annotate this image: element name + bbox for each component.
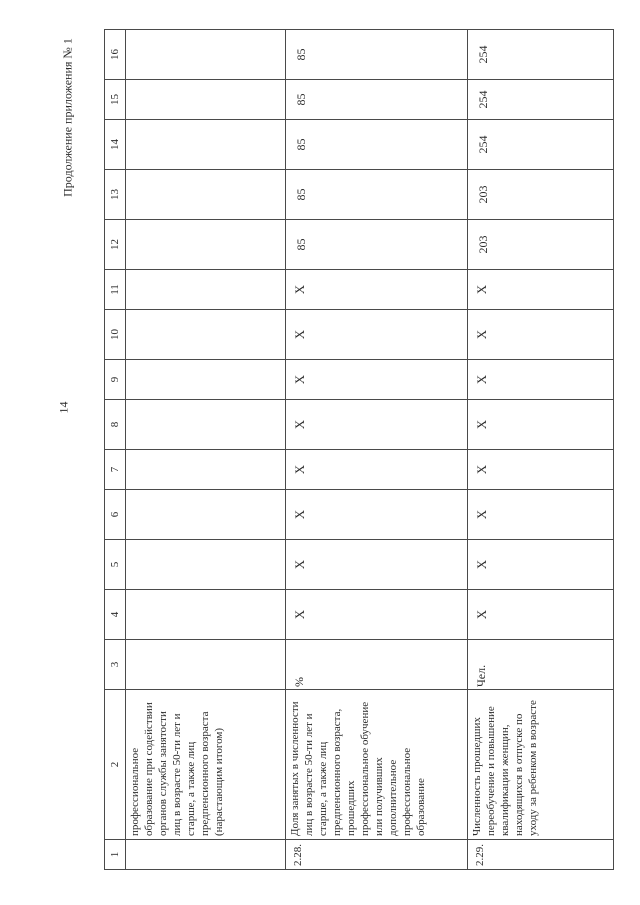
page-number: 14: [56, 401, 71, 414]
value-cell: 85: [286, 30, 468, 80]
col-header-10: 10: [105, 310, 126, 360]
col-header-1: 1: [105, 840, 126, 870]
col-header-6: 6: [105, 490, 126, 540]
mark-cell: [126, 270, 286, 310]
mark-cell: X: [468, 270, 614, 310]
value-cell: [126, 170, 286, 220]
col-header-2: 2: [105, 690, 126, 840]
unit-cell: %: [286, 640, 468, 690]
col-header-15: 15: [105, 80, 126, 120]
indicator-name: Численность прошедших переобучение и повышение квалификации женщин, находящихся в отпуске по уходу за ребенком в возрасте: [468, 690, 614, 840]
value-cell: 254: [468, 80, 614, 120]
col-header-9: 9: [105, 360, 126, 400]
value-cell: [126, 120, 286, 170]
mark-cell: [126, 540, 286, 590]
appendix-continuation-note: Продолжение приложения № 1: [60, 38, 75, 197]
mark-cell: X: [468, 490, 614, 540]
mark-cell: X: [286, 270, 468, 310]
value-cell: 85: [286, 120, 468, 170]
unit-cell: Чел.: [468, 640, 614, 690]
mark-cell: X: [468, 360, 614, 400]
mark-cell: X: [468, 590, 614, 640]
value-cell: [126, 220, 286, 270]
row-number: [126, 840, 286, 870]
row-number: 2.29.: [468, 840, 614, 870]
col-header-13: 13: [105, 170, 126, 220]
value-cell: [126, 30, 286, 80]
unit-cell: [126, 640, 286, 690]
value-cell: 85: [286, 80, 468, 120]
mark-cell: X: [286, 310, 468, 360]
col-header-11: 11: [105, 270, 126, 310]
rotated-table-container: [104, 40, 612, 870]
mark-cell: X: [286, 360, 468, 400]
indicator-name: профессиональное образование при содействии органов службы занятости лиц в возрасте 50-ти лет и старше, а также лиц предпенсионного возраста (нарастающим итогом): [126, 690, 286, 840]
mark-cell: X: [286, 400, 468, 450]
mark-cell: [126, 360, 286, 400]
value-cell: [126, 80, 286, 120]
col-header-12: 12: [105, 220, 126, 270]
mark-cell: [126, 310, 286, 360]
row-number: 2.28.: [286, 840, 468, 870]
table-row: [126, 30, 286, 870]
value-cell: 203: [468, 220, 614, 270]
mark-cell: [126, 400, 286, 450]
value-cell: 85: [286, 170, 468, 220]
col-header-16: 16: [105, 30, 126, 80]
indicator-name: Доля занятых в численности лиц в возрасте 50-ти лет и старше, а также лиц предпенсионного возраста, прошедших профессиональное обучение или получивших дополнительное профессиональное образование: [286, 690, 468, 840]
mark-cell: X: [468, 540, 614, 590]
value-cell: 85: [286, 220, 468, 270]
mark-cell: X: [286, 540, 468, 590]
table-row: [468, 30, 614, 870]
mark-cell: [126, 590, 286, 640]
col-header-4: 4: [105, 590, 126, 640]
mark-cell: X: [286, 490, 468, 540]
table-row: [286, 30, 468, 870]
mark-cell: X: [468, 310, 614, 360]
col-header-7: 7: [105, 450, 126, 490]
mark-cell: X: [468, 450, 614, 490]
mark-cell: [126, 450, 286, 490]
col-header-8: 8: [105, 400, 126, 450]
indicators-table: [104, 29, 614, 870]
mark-cell: [126, 490, 286, 540]
mark-cell: X: [286, 590, 468, 640]
col-header-5: 5: [105, 540, 126, 590]
mark-cell: X: [286, 450, 468, 490]
col-header-3: 3: [105, 640, 126, 690]
column-number-header-row: [105, 30, 126, 870]
value-cell: 203: [468, 170, 614, 220]
value-cell: 254: [468, 120, 614, 170]
value-cell: 254: [468, 30, 614, 80]
col-header-14: 14: [105, 120, 126, 170]
mark-cell: X: [468, 400, 614, 450]
